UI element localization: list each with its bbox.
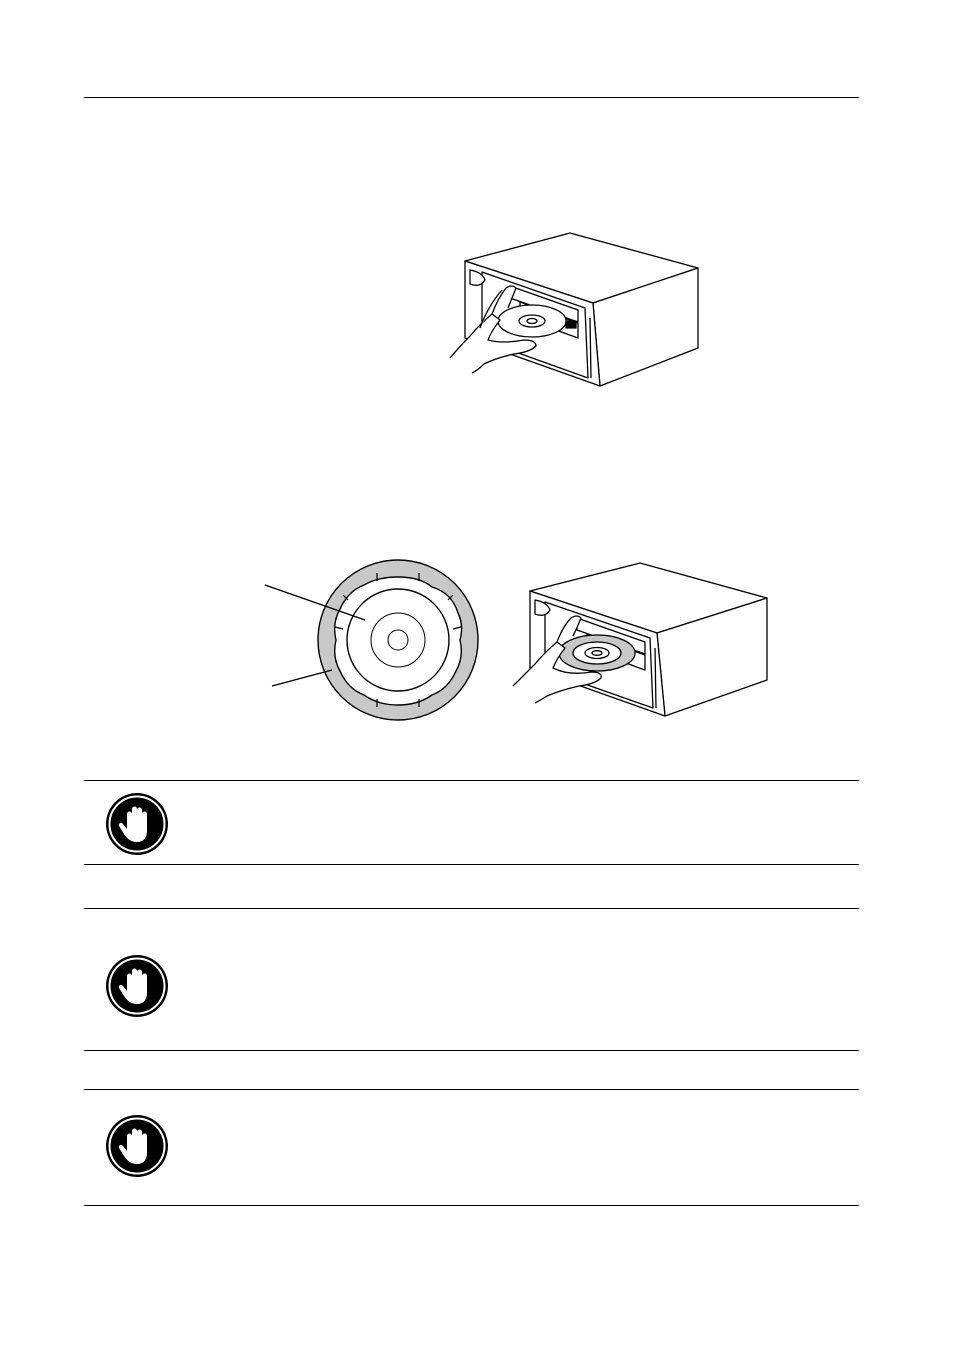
insert-disc-illustration — [440, 228, 710, 388]
stop-hand-icon — [105, 954, 169, 1018]
stop-hand-icon — [105, 1114, 169, 1178]
stop-hand-icon — [105, 792, 169, 856]
warning-2-bottom-rule — [84, 1050, 859, 1051]
insert-caddy-illustration — [505, 558, 770, 718]
disc-caddy-diagram — [260, 555, 485, 730]
warning-1-bottom-rule — [84, 864, 859, 865]
warning-2-top-rule — [84, 908, 859, 909]
warning-1-top-rule — [84, 780, 859, 781]
warning-3-top-rule — [84, 1089, 859, 1090]
header-rule — [84, 97, 859, 98]
warning-3-bottom-rule — [84, 1205, 859, 1206]
